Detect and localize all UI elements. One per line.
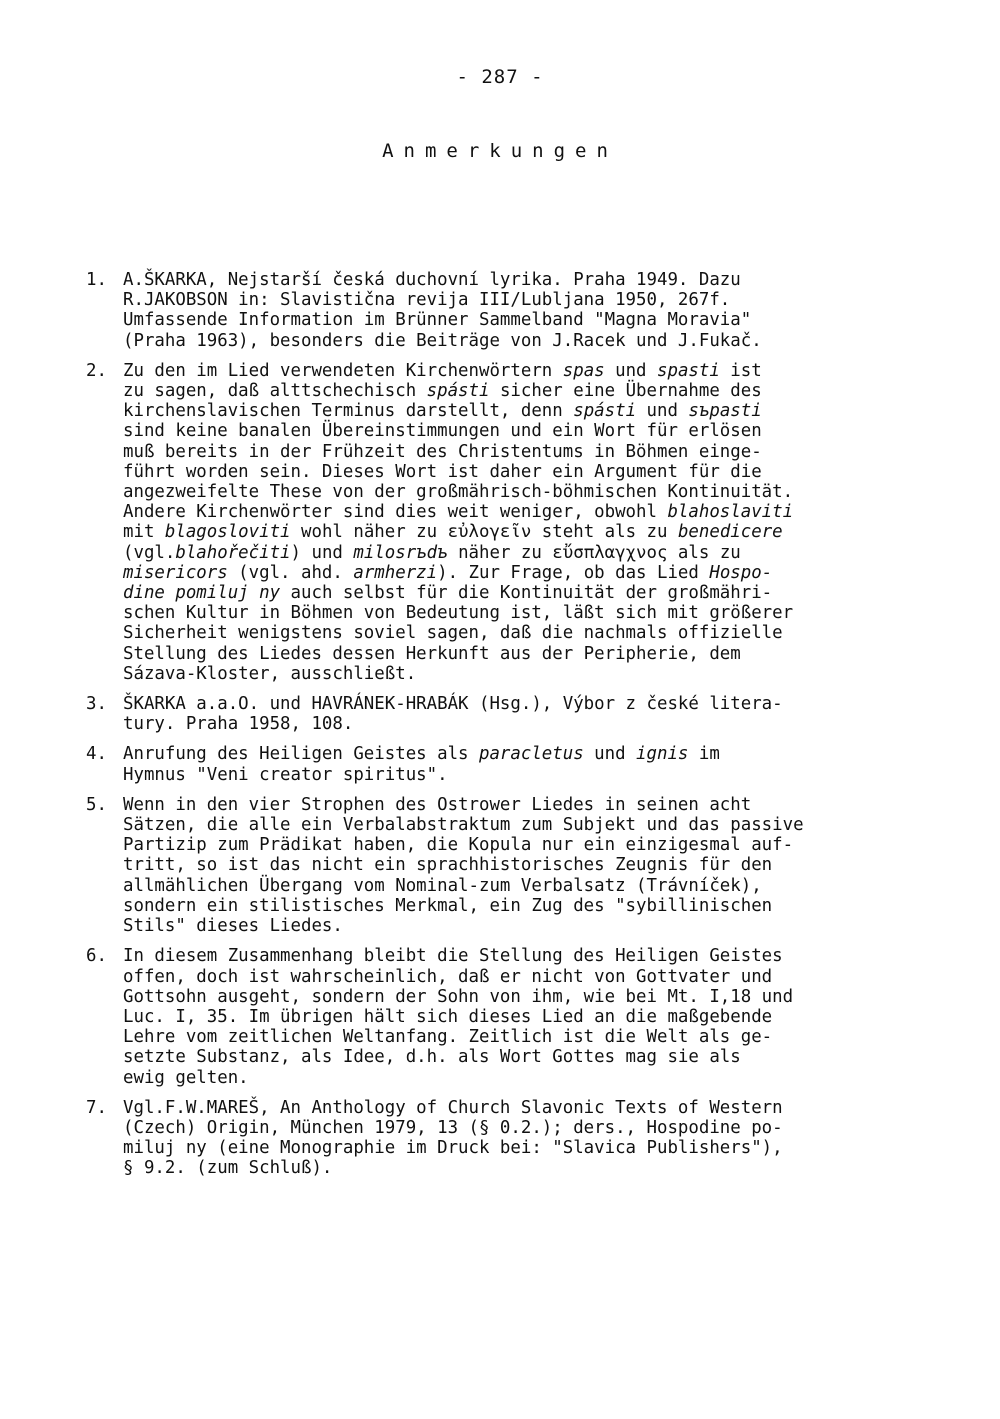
note-line (123, 522, 908, 542)
note-line (123, 623, 908, 643)
note-line (123, 1118, 908, 1138)
note-line (123, 442, 908, 462)
note-number: 2. (86, 360, 107, 381)
note-line (123, 290, 908, 310)
italic-term: blahoslaviti (667, 502, 794, 523)
text-segment: Lehre vom zeitlichen Weltanfang. Zeitlich ist die Welt als ge- (123, 1027, 773, 1048)
text-segment: Gottsohn ausgeht, sondern der Sohn von ihm, wie bei Mt. I,18 und (123, 986, 794, 1007)
note-line (123, 583, 908, 603)
italic-term: spasti (657, 360, 720, 381)
text-segment: sicher eine Übernahme des (489, 381, 762, 402)
text-segment: ist (719, 360, 762, 381)
italic-term: Hospo- (709, 562, 773, 583)
text-segment: mit (123, 522, 165, 543)
text-segment: sondern ein stilistisches Merkmal, ein Zug des "sybillinischen (123, 895, 773, 916)
text-segment: und (583, 744, 637, 765)
text-segment: Luc. I, 35. Im übrigen hält sich dieses Lied an die maßgebende (123, 1006, 773, 1027)
note-line (123, 987, 908, 1007)
text-segment: kirchenslavischen Terminus darstellt, denn (123, 401, 574, 422)
note-line (123, 401, 908, 421)
italic-term: blagosloviti (164, 522, 291, 543)
text-segment: In diesem Zusammenhang bleibt die Stellung des Heiligen Geistes (123, 946, 783, 967)
note-line (123, 462, 908, 482)
note-line (123, 967, 908, 987)
note-line (123, 916, 908, 936)
italic-term: ignis (636, 744, 689, 765)
note-line (123, 876, 908, 896)
page-number: - 287 - (456, 66, 544, 88)
note-line (123, 1068, 908, 1088)
note-number: 1. (86, 270, 107, 290)
note-line (123, 644, 908, 664)
text-segment: Sázava-Kloster, ausschließt. (123, 663, 417, 684)
note-item (86, 744, 908, 784)
italic-term: paracletus (478, 744, 584, 765)
italic-term: spásti (426, 381, 490, 402)
text-segment: ). Zur Frage, ob das Lied (437, 562, 710, 583)
italic-term: spas (562, 360, 605, 381)
note-item (86, 361, 908, 684)
text-segment: (vgl. (123, 542, 176, 563)
text-segment: tury. Praha 1958, 108. (123, 714, 354, 735)
note-number: 3. (86, 694, 107, 715)
note-line (123, 543, 908, 563)
text-segment: tritt, so ist das nicht ein sprachhistorisches Zeugnis für den (123, 855, 773, 876)
text-segment: wohl näher zu εὐλογεῖν steht als zu (290, 522, 678, 543)
text-segment: sind keine banalen Übereinstimmungen und ein Wort für erlösen (123, 421, 762, 442)
text-segment: Wenn in den vier Strophen des Ostrower Liedes in seinen acht (123, 794, 752, 815)
text-segment: zu sagen, daß alttschechisch (123, 381, 427, 402)
text-segment: Hymnus "Veni creator spiritus". (123, 764, 448, 785)
notes-list (86, 270, 908, 1189)
note-number: 7. (86, 1097, 107, 1118)
italic-term: blahořečiti (175, 542, 291, 563)
text-segment: Partizip zum Prädikat haben, die Kopula nur ein einzigesmal auf- (123, 835, 794, 856)
note-line (123, 664, 908, 684)
note-line (123, 694, 908, 714)
italic-term: armherzi (353, 562, 438, 583)
note-item (86, 946, 908, 1087)
note-line (123, 946, 908, 966)
text-segment: ewig gelten. (123, 1067, 249, 1088)
note-line (123, 1027, 908, 1047)
text-segment: Zu den im Lied verwendeten Kirchenwörtern (123, 360, 563, 381)
text-segment: Andere Kirchenwörter sind dies weit weniger, obwohl (123, 502, 668, 523)
note-line (123, 1158, 908, 1178)
text-segment: Sicherheit wenigstens soviel sagen, daß die nachmals offizielle (123, 623, 783, 644)
text-segment: im (688, 744, 720, 765)
text-segment: Stils" dieses Liedes. (123, 916, 343, 937)
note-line (123, 714, 908, 734)
text-segment: allmählichen Übergang vom Nominal-zum Verbalsatz (Trávníček), (123, 875, 762, 896)
note-line (123, 744, 908, 764)
italic-term: sъpasti (688, 401, 762, 422)
italic-term: dine pomiluj ny (123, 583, 281, 604)
note-number: 6. (86, 946, 107, 967)
text-segment: ) und (290, 542, 354, 563)
text-segment: muß bereits in der Frühzeit des Christentums in Böhmen einge- (123, 441, 762, 462)
italic-term: spásti (573, 401, 637, 422)
note-line (123, 835, 908, 855)
note-number: 5. (86, 794, 107, 815)
italic-term: milosrъdъ (353, 542, 448, 563)
note-line (123, 421, 908, 441)
text-segment: auch selbst für die Kontinuität der großmähri- (280, 583, 773, 604)
note-line (123, 361, 908, 381)
text-segment: miluj ny (eine Monographie im Druck bei: "Slavica Publishers"), (123, 1138, 783, 1159)
note-line (123, 563, 908, 583)
note-line (123, 482, 908, 502)
text-segment: R.JAKOBSON in: Slavistična revija III/Lubljana 1950, 267f. (123, 290, 731, 311)
text-segment: und (636, 401, 689, 422)
text-segment: führt worden sein. Dieses Wort ist daher ein Argument für die (123, 461, 762, 482)
note-line (123, 1047, 908, 1067)
note-item (86, 1098, 908, 1179)
text-segment: (Czech) Origin, München 1979, 13 (§ 0.2.); ders., Hospodine po- (123, 1117, 783, 1138)
note-line (123, 1007, 908, 1027)
text-segment: Stellung des Liedes dessen Herkunft aus der Peripherie, dem (123, 643, 741, 664)
text-segment: ŠKARKA a.a.O. und HAVRÁNEK-HRABÁK (Hsg.), Výbor z české litera- (123, 694, 783, 715)
note-line (123, 1138, 908, 1158)
text-segment: Umfassende Information im Brünner Sammelband "Magna Moravia" (123, 310, 752, 331)
text-segment: Sätzen, die alle ein Verbalabstraktum zum Subjekt und das passive (123, 815, 804, 836)
text-segment: und (604, 360, 657, 381)
text-segment: § 9.2. (zum Schluß). (123, 1158, 333, 1179)
text-segment: A.ŠKARKA, Nejstarší česká duchovní lyrika. Praha 1949. Dazu (123, 270, 741, 290)
text-segment: Vgl.F.W.MAREŠ, An Anthology of Church Slavonic Texts of Western (123, 1097, 783, 1118)
text-segment: setzte Substanz, als Idee, d.h. als Wort Gottes mag sie als (123, 1047, 741, 1068)
note-line (123, 310, 908, 330)
italic-term: benedicere (677, 522, 783, 543)
note-line (123, 381, 908, 401)
note-line (123, 795, 908, 815)
note-number: 4. (86, 744, 107, 765)
italic-term: misericors (123, 562, 228, 583)
note-line (123, 502, 908, 522)
note-line (123, 896, 908, 916)
text-segment: näher zu εὔσπλαγχνος als zu (447, 542, 741, 563)
text-segment: schen Kultur in Böhmen von Bedeutung ist, läßt sich mit größerer (123, 603, 794, 624)
note-line (123, 815, 908, 835)
note-item (86, 694, 908, 734)
note-line (123, 855, 908, 875)
note-line (123, 331, 908, 351)
note-item (86, 795, 908, 936)
note-line (123, 603, 908, 623)
text-segment: (vgl. ahd. (227, 562, 354, 583)
note-line (123, 1098, 908, 1118)
text-segment: Anrufung des Heiligen Geistes als (123, 744, 479, 765)
text-segment: (Praha 1963), besonders die Beiträge von J.Racek und J.Fukač. (123, 330, 762, 351)
section-heading: Anmerkungen (382, 140, 618, 162)
note-line (123, 270, 908, 290)
text-segment: angezweifelte These von der großmährisch-böhmischen Kontinuität. (123, 482, 794, 503)
note-line (123, 765, 908, 785)
note-item (86, 270, 908, 351)
text-segment: offen, doch ist wahrscheinlich, daß er nicht von Gottvater und (123, 966, 773, 987)
